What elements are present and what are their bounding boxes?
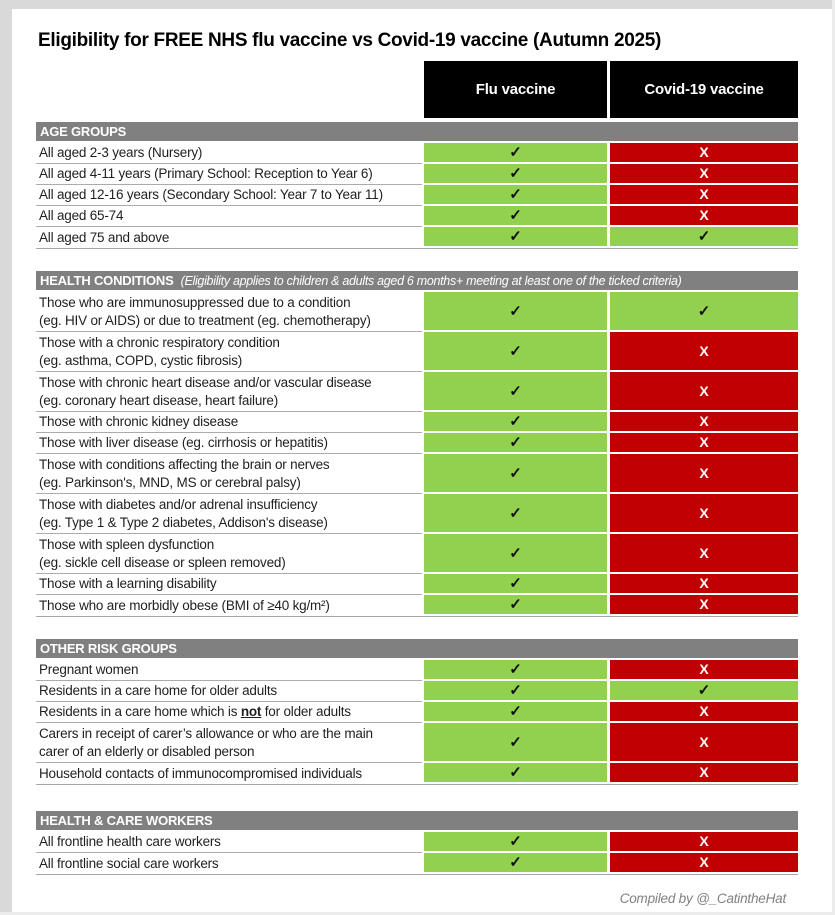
section-title: AGE GROUPS: [40, 124, 127, 139]
flu-eligibility-cell: [424, 702, 607, 721]
cross-icon: X: [699, 144, 709, 160]
covid-eligibility-cell: [610, 832, 798, 851]
flu-eligibility-cell: [424, 433, 607, 452]
column-header-flu-vaccine: Flu vaccine: [424, 61, 607, 118]
flu-eligibility-cell: [424, 723, 607, 761]
row-label: [36, 595, 422, 616]
covid-eligibility-cell: [610, 534, 798, 572]
check-icon: ✓: [509, 342, 522, 360]
section-header: [36, 811, 798, 830]
cross-icon: X: [699, 596, 709, 612]
check-icon: ✓: [509, 854, 522, 871]
flu-eligibility-cell: [424, 832, 607, 851]
table-row: [36, 832, 798, 853]
table-section: [36, 639, 798, 785]
flu-eligibility-cell: [424, 206, 607, 225]
row-label: [36, 853, 422, 874]
table-row: [36, 292, 798, 332]
row-label-line: Those with conditions affecting the brain or nerves: [39, 456, 330, 472]
row-label: [36, 227, 422, 248]
row-label-line: Residents in a care home for older adults: [39, 683, 277, 698]
row-label-line: (eg. coronary heart disease, heart failure): [39, 392, 279, 408]
row-label-line: Those with diabetes and/or adrenal insufficiency: [39, 496, 318, 512]
row-label-line: All aged 75 and above: [39, 229, 170, 245]
table-row: [36, 143, 798, 164]
row-label-line: (eg. Type 1 & Type 2 diabetes, Addison's disease): [39, 514, 328, 530]
covid-eligibility-cell: [610, 372, 798, 410]
covid-eligibility-cell: [610, 164, 798, 183]
cross-icon: X: [699, 733, 709, 750]
row-label-line: Carers in receipt of carer’s allowance or who are the main: [39, 725, 373, 741]
row-label-line: Pregnant women: [39, 662, 139, 677]
table-row: [36, 702, 798, 723]
table-row: [36, 412, 798, 433]
table-row: [36, 372, 798, 412]
cross-icon: X: [699, 575, 709, 591]
table-row: [36, 454, 798, 494]
row-label: [36, 185, 422, 206]
table-row: [36, 723, 798, 763]
flu-eligibility-cell: [424, 227, 607, 246]
column-header-row: [36, 61, 798, 118]
flu-eligibility-cell: [424, 164, 607, 183]
cross-icon: X: [699, 382, 709, 399]
flu-eligibility-cell: [424, 681, 607, 700]
covid-eligibility-cell: [610, 853, 798, 872]
section-title: HEALTH CONDITIONS: [40, 273, 174, 288]
row-label-line: All aged 12-16 years (Secondary School: Year 7 to Year 11): [39, 187, 383, 202]
flu-eligibility-cell: [424, 534, 607, 572]
flu-eligibility-cell: [424, 595, 607, 614]
check-icon: ✓: [509, 165, 522, 182]
row-label: [36, 206, 422, 227]
row-label-line: (eg. HIV or AIDS) or due to treatment (eg. chemotherapy): [39, 312, 371, 328]
cross-icon: X: [699, 165, 709, 181]
check-icon: ✓: [509, 733, 522, 751]
cross-icon: X: [699, 434, 709, 450]
row-label-line: carer of an elderly or disabled person: [39, 743, 255, 759]
row-label-line: Those with a learning disability: [39, 576, 217, 591]
row-label: [36, 412, 422, 433]
covid-eligibility-cell: [610, 227, 798, 246]
section-title: HEALTH & CARE WORKERS: [40, 813, 213, 828]
row-label-line: Those with chronic kidney disease: [39, 414, 239, 429]
column-header-covid-vaccine: Covid-19 vaccine: [610, 61, 798, 118]
cross-icon: X: [699, 504, 709, 521]
flu-eligibility-cell: [424, 372, 607, 410]
infographic: [36, 9, 798, 906]
covid-eligibility-cell: [610, 660, 798, 679]
row-label-line: All frontline health care workers: [39, 834, 221, 849]
row-label: [36, 454, 422, 494]
check-icon: ✓: [509, 596, 522, 613]
cross-icon: X: [699, 186, 709, 202]
row-label: [36, 681, 422, 702]
page-edge-top: [0, 0, 835, 9]
row-label: [36, 763, 422, 784]
flu-eligibility-cell: [424, 185, 607, 204]
covid-eligibility-cell: [610, 574, 798, 593]
cross-icon: X: [699, 764, 709, 780]
table-row: [36, 185, 798, 206]
row-label: [36, 723, 422, 763]
covid-eligibility-cell: [610, 763, 798, 782]
check-icon: ✓: [509, 144, 522, 161]
table-row: [36, 853, 798, 874]
table-section: [36, 122, 798, 249]
check-icon: ✓: [509, 575, 522, 592]
covid-eligibility-cell: [610, 723, 798, 761]
row-label: [36, 332, 422, 372]
check-icon: ✓: [509, 504, 522, 522]
section-title: OTHER RISK GROUPS: [40, 641, 177, 656]
cross-icon: X: [699, 703, 709, 719]
row-label: [36, 433, 422, 454]
column-header-spacer: [36, 61, 424, 118]
table-row: [36, 433, 798, 454]
check-icon: ✓: [697, 302, 711, 320]
row-label-line: Household contacts of immunocompromised individuals: [39, 765, 362, 781]
row-label-line: All aged 65-74: [39, 208, 124, 223]
check-icon: ✓: [509, 413, 522, 430]
flu-eligibility-cell: [424, 332, 607, 370]
flu-eligibility-cell: [424, 292, 607, 330]
table-row: [36, 206, 798, 227]
flu-eligibility-cell: [424, 574, 607, 593]
cross-icon: X: [699, 464, 709, 481]
covid-eligibility-cell: [610, 143, 798, 162]
check-icon: ✓: [509, 544, 522, 562]
flu-eligibility-cell: [424, 454, 607, 492]
flu-eligibility-cell: [424, 143, 607, 162]
row-label: [36, 660, 422, 681]
check-icon: ✓: [509, 833, 522, 850]
table-row: [36, 227, 798, 248]
row-label-line: (eg. sickle cell disease or spleen removed): [39, 554, 286, 570]
table-row: [36, 595, 798, 616]
covid-eligibility-cell: [610, 494, 798, 532]
row-label: [36, 574, 422, 595]
covid-eligibility-cell: [610, 206, 798, 225]
flu-eligibility-cell: [424, 412, 607, 431]
flu-eligibility-cell: [424, 763, 607, 782]
cross-icon: X: [699, 342, 709, 359]
table-section: [36, 811, 798, 875]
row-label-line: (eg. asthma, COPD, cystic fibrosis): [39, 352, 243, 368]
cross-icon: X: [699, 413, 709, 429]
covid-eligibility-cell: [610, 595, 798, 614]
row-label: [36, 832, 422, 853]
check-icon: ✓: [509, 464, 522, 482]
covid-eligibility-cell: [610, 292, 798, 330]
label-text: Residents in a care home which is: [39, 704, 241, 719]
covid-eligibility-cell: [610, 185, 798, 204]
table-row: [36, 763, 798, 784]
row-label-line: Those who are morbidly obese (BMI of ≥40 kg/m²): [39, 597, 330, 613]
row-label-line: Those with liver disease (eg. cirrhosis or hepatitis): [39, 435, 328, 450]
row-label: [36, 494, 422, 534]
covid-eligibility-cell: [610, 702, 798, 721]
check-icon: ✓: [509, 434, 522, 451]
table-row: [36, 574, 798, 595]
check-icon: ✓: [509, 382, 522, 400]
label-text: for older adults: [261, 704, 351, 719]
row-label-line: Those with spleen dysfunction: [39, 536, 215, 552]
cross-icon: X: [699, 544, 709, 561]
row-label: [36, 292, 422, 332]
covid-eligibility-cell: [610, 332, 798, 370]
credit-text: Compiled by @_CatintheHat: [619, 891, 786, 906]
check-icon: ✓: [509, 228, 522, 245]
cross-icon: X: [699, 207, 709, 223]
row-label-line: All aged 2-3 years (Nursery): [39, 145, 203, 160]
row-label: [36, 164, 422, 185]
page-edge-left: [0, 0, 12, 915]
section-header: [36, 639, 798, 658]
check-icon: ✓: [509, 682, 522, 699]
check-icon: ✓: [697, 682, 711, 699]
table-row: [36, 681, 798, 702]
row-label: [36, 534, 422, 574]
covid-eligibility-cell: [610, 433, 798, 452]
section-header: [36, 122, 798, 141]
row-label: [36, 143, 422, 164]
check-icon: ✓: [697, 228, 711, 245]
section-header: [36, 271, 798, 290]
covid-eligibility-cell: [610, 681, 798, 700]
section-note: (Eligibility applies to children & adults aged 6 months+ meeting at least one of the ticked criteria): [180, 274, 682, 288]
check-icon: ✓: [509, 661, 522, 678]
table-row: [36, 534, 798, 574]
page-title: Eligibility for FREE NHS flu vaccine vs Covid-19 vaccine (Autumn 2025): [38, 30, 662, 51]
emphasized-text: not: [240, 704, 262, 719]
flu-eligibility-cell: [424, 853, 607, 872]
cross-icon: X: [699, 854, 709, 870]
check-icon: ✓: [509, 302, 522, 320]
cross-icon: X: [699, 833, 709, 849]
flu-eligibility-cell: [424, 660, 607, 679]
check-icon: ✓: [509, 207, 522, 224]
table-row: [36, 164, 798, 185]
covid-eligibility-cell: [610, 412, 798, 431]
table-section: [36, 271, 798, 617]
row-label-line: Those with a chronic respiratory condition: [39, 334, 280, 350]
cross-icon: X: [699, 661, 709, 677]
row-label: [36, 702, 422, 723]
check-icon: ✓: [509, 764, 522, 781]
row-label-line: Those with chronic heart disease and/or vascular disease: [39, 374, 372, 390]
row-label-line: All aged 4-11 years (Primary School: Reception to Year 6): [39, 166, 373, 181]
table-row: [36, 494, 798, 534]
table-row: [36, 660, 798, 681]
table-row: [36, 332, 798, 372]
check-icon: ✓: [509, 703, 522, 720]
table-sections: [36, 122, 798, 875]
row-label-line: [39, 703, 422, 721]
row-label-line: (eg. Parkinson's, MND, MS or cerebral palsy): [39, 474, 301, 490]
row-label-line: All frontline social care workers: [39, 855, 219, 871]
covid-eligibility-cell: [610, 454, 798, 492]
row-label-line: Those who are immunosuppressed due to a condition: [39, 294, 351, 310]
check-icon: ✓: [509, 186, 522, 203]
row-label: [36, 372, 422, 412]
flu-eligibility-cell: [424, 494, 607, 532]
